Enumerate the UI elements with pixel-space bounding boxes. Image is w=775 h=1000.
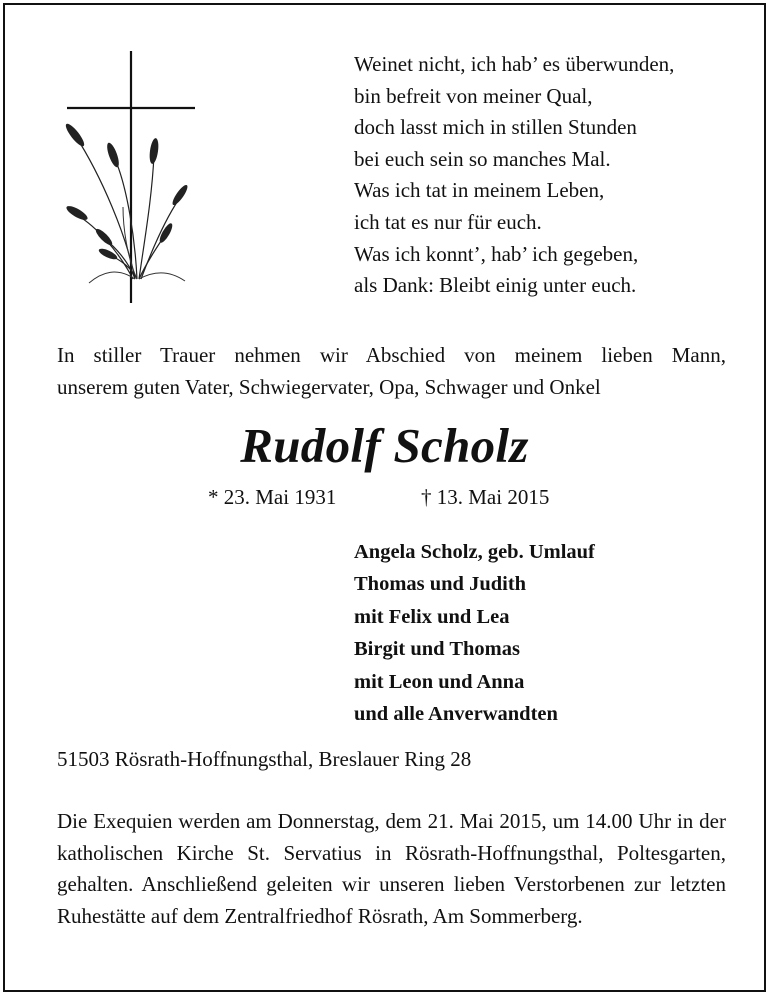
- poem-line: als Dank: Bleibt einig unter euch.: [354, 273, 637, 298]
- mourners-list: [354, 536, 595, 730]
- mourner-line: mit Felix und Lea: [354, 605, 510, 628]
- mourner-line: und alle Anverwandten: [354, 703, 558, 726]
- poem: [354, 49, 674, 302]
- address: 51503 Rösrath-Hoffnungsthal, Breslauer Ring 28: [57, 747, 472, 771]
- cross-with-wheat-icon: [57, 47, 207, 309]
- intro-line-2: unserem guten Vater, Schwiegervater, Opa, Schwager und Onkel: [57, 375, 601, 399]
- service-details: Die Exequien werden am Donnerstag, dem 21. Mai 2015, um 14.00 Uhr in der katholischen Kirche St. Servatius in Rösrath-Hoffnungsthal, Poltesgarten, gehalten. Anschließend geleiten wir unseren lieben Verstorbenen zur letzten Ruhestätte auf dem Zentralfriedhof Rösrath, Am Sommerberg.: [57, 809, 726, 928]
- mourner-line: Thomas und Judith: [354, 573, 527, 596]
- poem-line: Was ich tat in meinem Leben,: [354, 178, 605, 203]
- mourner-line: mit Leon und Anna: [354, 670, 525, 693]
- intro-line-1: In stiller Trauer nehmen wir Abschied von meinem lieben Mann,: [57, 343, 726, 367]
- poem-line: Weinet nicht, ich hab’ es überwunden,: [354, 52, 675, 76]
- deceased-name: Rudolf Scholz: [240, 418, 529, 473]
- poem-line: doch lasst mich in stillen Stunden: [354, 115, 637, 140]
- obituary-notice: [3, 3, 766, 992]
- poem-line: ich tat es nur für euch.: [354, 209, 542, 234]
- poem-line: bin befreit von meiner Qual,: [354, 83, 593, 108]
- mourner-line: Birgit und Thomas: [354, 638, 520, 661]
- mourner-line: Angela Scholz, geb. Umlauf: [354, 541, 595, 563]
- poem-line: bei euch sein so manches Mal.: [354, 146, 611, 171]
- intro-text: [57, 339, 726, 403]
- poem-line: Was ich konnt’, hab’ ich gegeben,: [354, 241, 639, 266]
- death-date: † 13. Mai 2015: [421, 485, 550, 509]
- birth-date: * 23. Mai 1931: [208, 485, 337, 509]
